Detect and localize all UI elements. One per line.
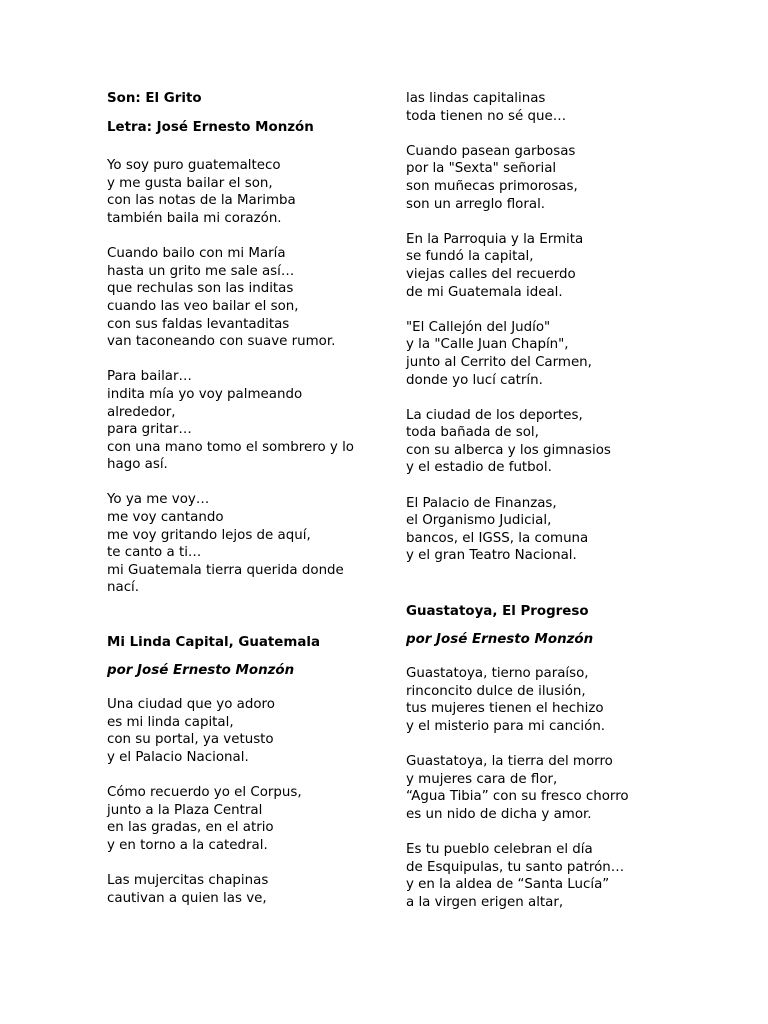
stanza: [406, 319, 696, 389]
verse-line: y el Palacio Nacional.: [107, 750, 249, 765]
verse-line: "El Callejón del Judío": [406, 319, 551, 335]
verse-line: Cómo recuerdo yo el Corpus,: [107, 785, 302, 801]
verse-line: hasta un grito me sale así…: [107, 263, 295, 279]
verse-line: a la virgen erigen altar,: [406, 894, 564, 910]
verse-line: Cuando bailo con mi María: [107, 246, 286, 262]
verse-line: alrededor,: [107, 404, 176, 420]
verse-line: y la "Calle Juan Chapín",: [406, 337, 569, 353]
verse-line: junto a la Plaza Central: [107, 802, 263, 818]
verse-line: con una mano tomo el sombrero y lo: [107, 439, 354, 455]
verse-line: y el gran Teatro Nacional.: [406, 548, 577, 564]
verse-line: toda tienen no sé que…: [406, 108, 567, 124]
verse-line: me voy gritando lejos de aquí,: [107, 527, 311, 543]
verse-line: con su alberca y los gimnasios: [406, 442, 611, 458]
stanza: [107, 245, 377, 351]
stanza: [406, 841, 696, 911]
song-author-guastatoya: por José Ernesto Monzón: [406, 631, 594, 647]
verse-line: también baila mi corazón.: [107, 210, 282, 226]
stanza: [406, 665, 696, 735]
song-author-el-grito: Letra: José Ernesto Monzón: [107, 119, 314, 135]
left-column: [107, 90, 377, 907]
verse-line: con su portal, ya vetusto: [107, 732, 274, 748]
verse-line: donde yo lucí catrín.: [406, 372, 543, 388]
verse-line: son muñecas primorosas,: [406, 178, 578, 194]
verse-line: por la "Sexta" señorial: [406, 161, 557, 177]
stanza: [107, 784, 377, 854]
verse-line: La ciudad de los deportes,: [406, 407, 583, 423]
verse-line: son un arreglo floral.: [406, 196, 546, 212]
verse-line: es mi linda capital,: [107, 714, 234, 730]
song-title-mi-linda-capital: Mi Linda Capital, Guatemala: [107, 635, 320, 651]
verse-line: indita mía yo voy palmeando: [107, 386, 303, 402]
verse-line: toda bañada de sol,: [406, 425, 539, 441]
verse-line: mi Guatemala tierra querida donde: [107, 562, 344, 578]
stanza: [107, 491, 377, 597]
verse-line: y en la aldea de “Santa Lucía”: [406, 877, 610, 893]
verse-line: Yo soy puro guatemalteco: [107, 158, 281, 174]
song-author-mi-linda-capital: por José Ernesto Monzón: [107, 662, 295, 678]
verse-line: de Esquipulas, tu santo patrón…: [406, 859, 625, 875]
verse-line: con sus faldas levantaditas: [107, 316, 290, 332]
stanza: [107, 872, 377, 907]
verse-line: con las notas de la Marimba: [107, 193, 296, 209]
verse-line: Las mujercitas chapinas: [107, 873, 269, 889]
verse-line: y me gusta bailar el son,: [107, 175, 273, 191]
verse-line: y el misterio para mi canción.: [406, 719, 606, 734]
verse-line: es un nido de dicha y amor.: [406, 806, 592, 822]
verse-line: van taconeando con suave rumor.: [107, 334, 336, 350]
verse-line: rinconcito dulce de ilusión,: [406, 683, 586, 699]
verse-line: El Palacio de Finanzas,: [406, 495, 557, 511]
verse-line: Una ciudad que yo adoro: [107, 697, 275, 713]
verse-line: En la Parroquia y la Ermita: [406, 231, 584, 247]
stanza: [107, 157, 377, 227]
stanza: [406, 407, 696, 477]
verse-line: en las gradas, en el atrio: [107, 820, 274, 836]
stanza: [406, 753, 696, 823]
song-title-el-grito: Son: El Grito: [107, 91, 202, 106]
verse-line: Para bailar…: [107, 369, 192, 385]
verse-line: se fundó la capital,: [406, 249, 534, 265]
verse-line: Yo ya me voy…: [107, 492, 210, 508]
verse-line: nací.: [107, 580, 140, 596]
verse-line: me voy cantando: [107, 510, 224, 526]
verse-line: cautivan a quien las ve,: [107, 890, 267, 906]
verse-line: Guastatoya, tierno paraíso,: [406, 666, 589, 682]
verse-line: cuando las veo bailar el son,: [107, 298, 299, 314]
verse-line: para gritar…: [107, 422, 192, 438]
verse-line: las lindas capitalinas: [406, 91, 546, 106]
verse-line: te canto a ti…: [107, 545, 202, 561]
verse-line: “Agua Tibia” con su fresco chorro: [406, 789, 629, 805]
verse-line: y mujeres cara de flor,: [406, 771, 558, 787]
verse-line: y en torno a la catedral.: [107, 837, 268, 853]
verse-line: Es tu pueblo celebran el día: [406, 842, 593, 858]
verse-line: tus mujeres tienen el hechizo: [406, 701, 604, 717]
stanza: [406, 231, 696, 301]
verse-line: hago así.: [107, 457, 168, 473]
stanza: [406, 90, 696, 125]
verse-line: viejas calles del recuerdo: [406, 266, 576, 282]
song-title-guastatoya: Guastatoya, El Progreso: [406, 604, 589, 620]
verse-line: y el estadio de futbol.: [406, 460, 552, 476]
verse-line: de mi Guatemala ideal.: [406, 284, 563, 300]
stanza: [107, 368, 377, 474]
stanza: [406, 495, 696, 565]
stanza: [107, 696, 377, 766]
verse-line: el Organismo Judicial,: [406, 513, 552, 529]
verse-line: que rechulas son las inditas: [107, 281, 294, 297]
verse-line: bancos, el IGSS, la comuna: [406, 530, 589, 546]
verse-line: Cuando pasean garbosas: [406, 143, 576, 159]
stanza: [406, 143, 696, 213]
right-column: [406, 90, 696, 912]
verse-line: junto al Cerrito del Carmen,: [406, 354, 592, 370]
verse-line: Guastatoya, la tierra del morro: [406, 754, 613, 770]
